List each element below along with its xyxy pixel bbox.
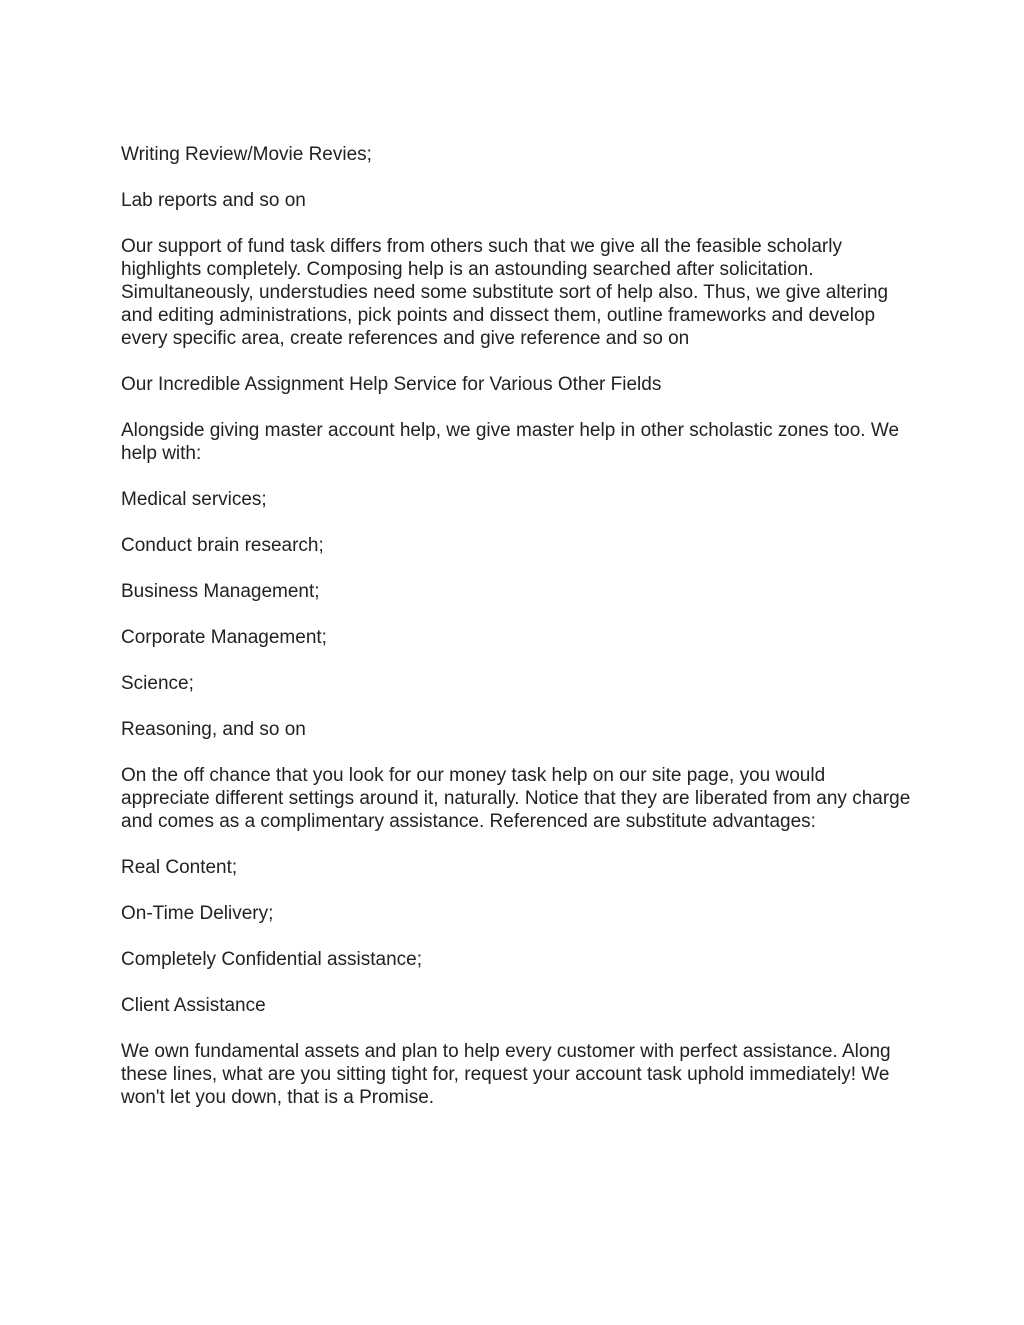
paragraph-closing-promise: We own fundamental assets and plan to help every customer with perfect assistance. Along these lines, what are you sitting tight for, request your account task uphold immediately! We won't let you down, that is a Promise.: [121, 1041, 891, 1108]
paragraph-support-description: Our support of fund task differs from others such that we give all the feasible scholarly highlights completely. Composing help is an astounding searched after solicitation. Simultaneously, understudies need some substitute sort of help also. Thus, we give altering and editing administrations, pick points and dissect them, outline frameworks and develop every specific area, create references and give reference and so on: [121, 236, 889, 349]
list-item-science: Science;: [121, 673, 194, 694]
list-item-medical-services: Medical services;: [121, 489, 267, 510]
paragraph-lab-reports: Lab reports and so on: [121, 190, 306, 211]
document-body: [121, 143, 911, 1132]
list-item-client-assistance: Client Assistance: [121, 995, 266, 1016]
list-item-on-time-delivery: On-Time Delivery;: [121, 903, 274, 924]
paragraph-site-page-benefits: On the off chance that you look for our money task help on our site page, you would appreciate different settings around it, naturally. Notice that they are liberated from any charge and comes as a complimentary assistance. Referenced are substitute advantages:: [121, 765, 911, 832]
section-heading-other-fields: Our Incredible Assignment Help Service for Various Other Fields: [121, 374, 662, 395]
list-item-brain-research: Conduct brain research;: [121, 535, 324, 556]
list-item-business-management: Business Management;: [121, 581, 320, 602]
list-item-real-content: Real Content;: [121, 857, 238, 878]
list-item-corporate-management: Corporate Management;: [121, 627, 327, 648]
list-item-confidential-assistance: Completely Confidential assistance;: [121, 949, 422, 970]
paragraph-other-zones: Alongside giving master account help, we give master help in other scholastic zones too. We help with:: [121, 420, 900, 464]
paragraph-writing-review: Writing Review/Movie Revies;: [121, 144, 372, 165]
list-item-reasoning: Reasoning, and so on: [121, 719, 306, 740]
